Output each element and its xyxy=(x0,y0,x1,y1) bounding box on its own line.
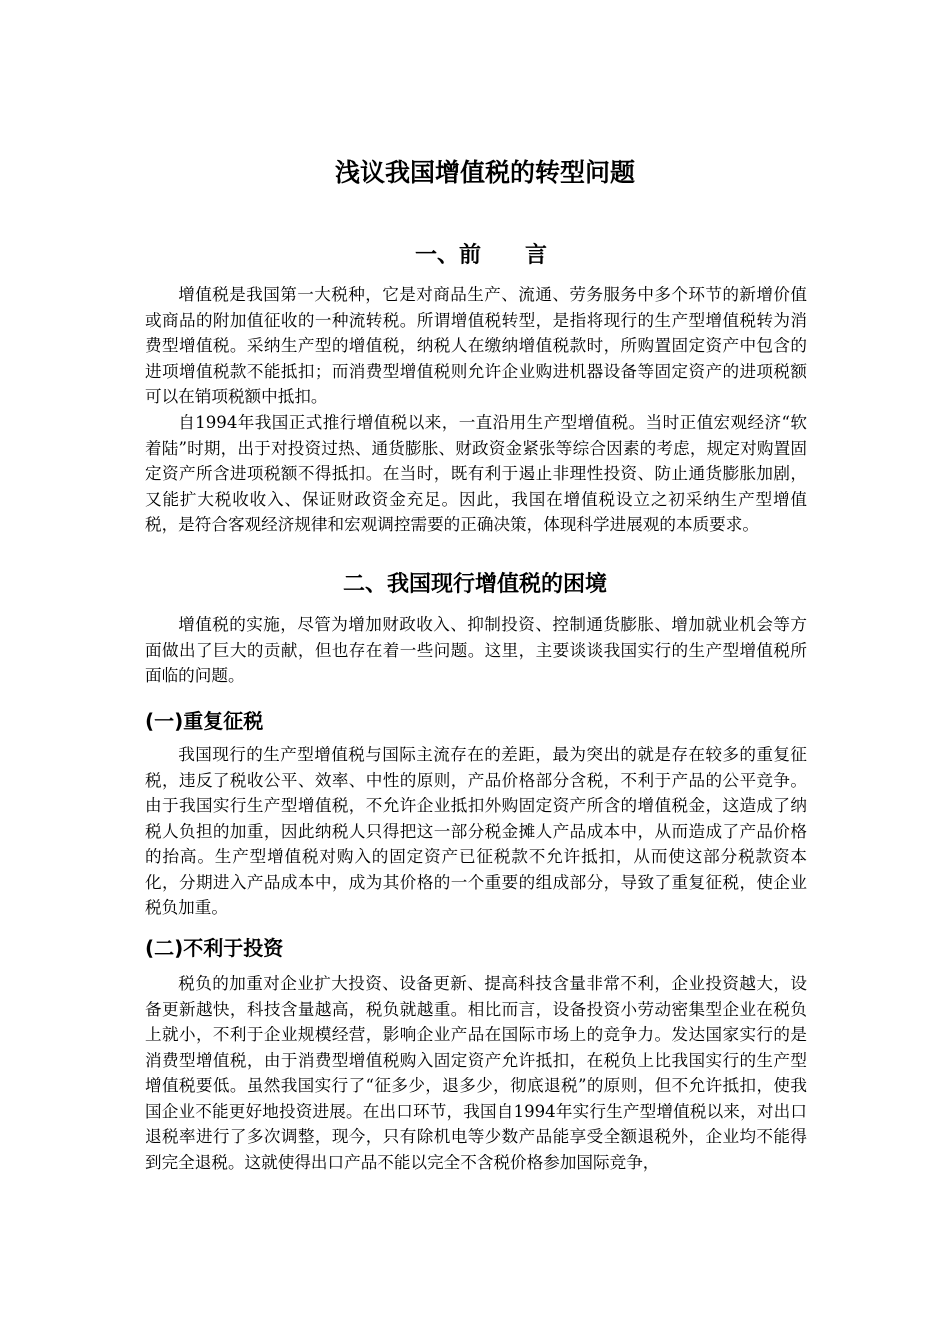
document-page xyxy=(143,0,807,1344)
preface-paragraph-1: 增值税是我国第一大税种，它是对商品生产、流通、劳务服务中多个环节的新增价值或商品的附加值征收的一种流转税。所谓增值税转型，是指将现行的生产型增值税转为消费型增值税。采纳生产型的增值税，纳税人在缴纳增值税款时，所购置固定资产中包含的进项增值税款不能抵扣；而消费型增值税则允许企业购进机器设备等固定资产的进项税额可以在销项税额中抵扣。 xyxy=(145,285,807,406)
investment-paragraph: 税负的加重对企业扩大投资、设备更新、提高科技含量非常不利，企业投资越大，设备更新越快，科技含量越高，税负就越重。相比而言，设备投资小劳动密集型企业在税负上就小，不利于企业规模经营，影响企业产品在国际市场上的竞争力。发达国家实行的是消费型增值税，由于消费型增值税购入固定资产允许抵扣，在税负上比我国实行的生产型增值税要低。虽然我国实行了“征多少，退多少，彻底退税”的原则，但不允许抵扣，使我国企业不能更好地投资进展。在出口环节，我国自1994年实行生产型增值税以来，对出口退税率进行了多次调整，现今，只有除机电等少数产品能享受全额退税外，企业均不能得到完全退税。这就使得出口产品不能以完全不含税价格参加国际竞争， xyxy=(145,974,807,1172)
document-title: 浅议我国增值税的转型问题 xyxy=(334,158,635,187)
subheading-double-taxation: (一)重复征税 xyxy=(145,709,264,733)
dilemma-intro-paragraph: 增值税的实施，尽管为增加财政收入、抑制投资、控制通货膨胀、增加就业机会等方面做出了巨大的贡献，但也存在着一些问题。这里，主要谈谈我国实行的生产型增值税所面临的问题。 xyxy=(145,615,807,685)
preface-paragraph-2: 自1994年我国正式推行增值税以来，一直沿用生产型增值税。当时正值宏观经济“软着陆”时期，出于对投资过热、通货膨胀、财政资金紧张等综合因素的考虑，规定对购置固定资产所含进项税额不得抵扣。在当时，既有利于遏止非理性投资、防止通货膨胀加剧，又能扩大税收收入、保证财政资金充足。因此，我国在增值税设立之初采纳生产型增值税，是符合客观经济规律和宏观调控需要的正确决策，体现科学进展观的本质要求。 xyxy=(145,413,807,534)
double-taxation-paragraph: 我国现行的生产型增值税与国际主流存在的差距，最为突出的就是存在较多的重复征税，违反了税收公平、效率、中性的原则，产品价格部分含税，不利于产品的公平竞争。由于我国实行生产型增值税，不允许企业抵扣外购固定资产所含的增值税金，这造成了纳税人负担的加重，因此纳税人只得把这一部分税金摊人产品成本中，从而造成了产品价格的抬高。生产型增值税对购入的固定资产已征税款不允许抵扣，从而使这部分税款资本化，分期进入产品成本中，成为其价格的一个重要的组成部分，导致了重复征税，使企业税负加重。 xyxy=(145,745,807,917)
section-heading-preface: 一、前 言 xyxy=(414,243,547,268)
subheading-investment: (二)不利于投资 xyxy=(145,936,284,960)
section-heading-dilemma: 二、我国现行增值税的困境 xyxy=(342,572,607,597)
